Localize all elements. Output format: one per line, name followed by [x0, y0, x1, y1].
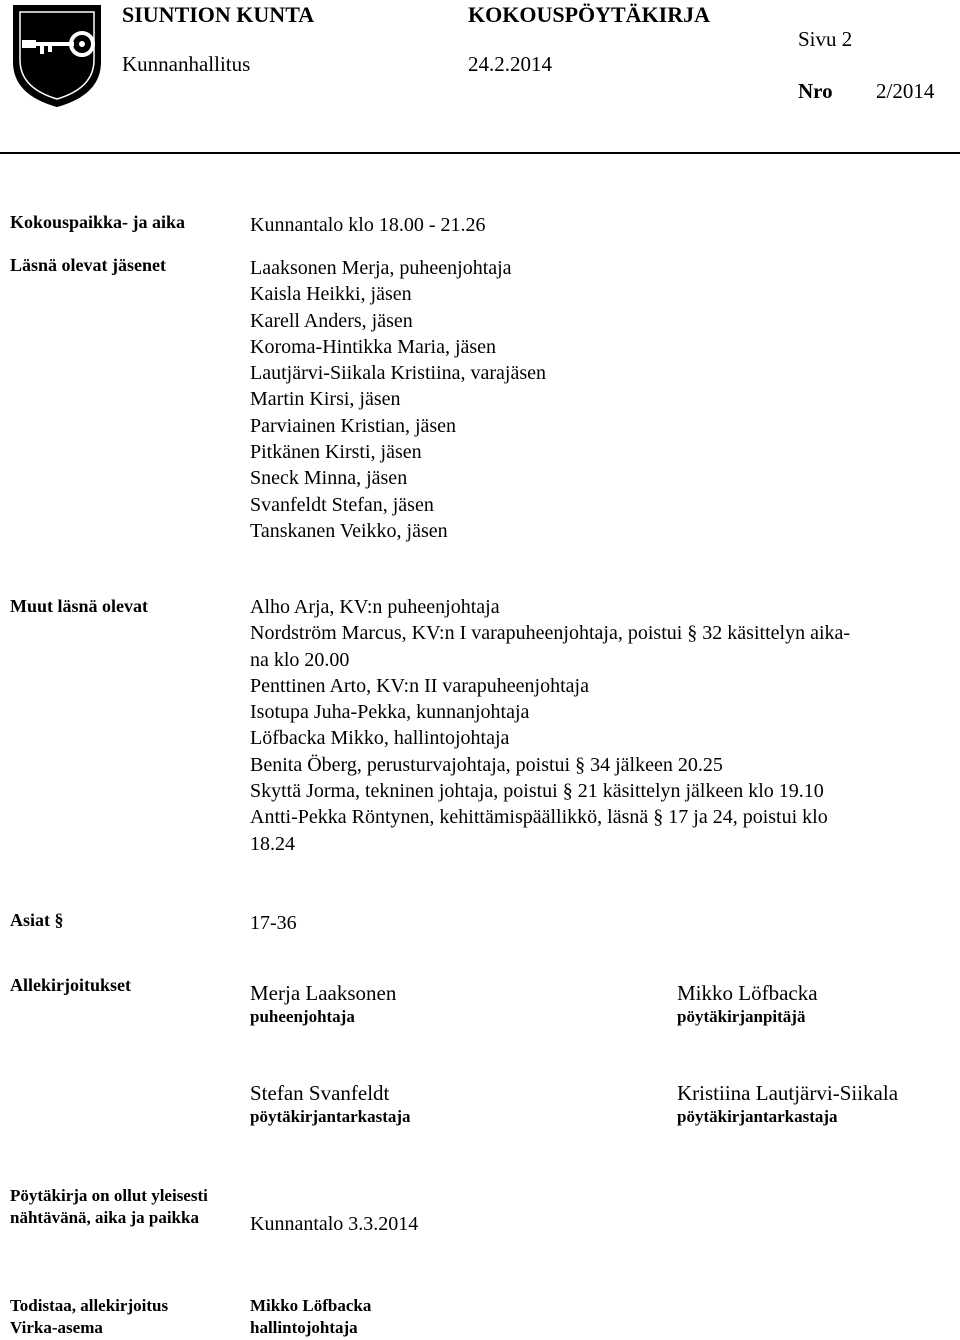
items-value: 17-36 [250, 912, 297, 934]
list-item: Laaksonen Merja, puheenjohtaja [250, 257, 512, 279]
certification-label-line1: Todistaa, allekirjoitus [10, 1296, 169, 1315]
chair-role: puheenjohtaja [250, 1007, 355, 1026]
chair-name: Merja Laaksonen [250, 981, 397, 1005]
others-list [250, 594, 850, 857]
list-item: Martin Kirsi, jäsen [250, 388, 401, 411]
list-item: Benita Öberg, perusturvajohtaja, poistui § 34 jälkeen 20.25 [250, 753, 723, 776]
list-item: Sneck Minna, jäsen [250, 467, 408, 490]
items-label: Asiat § [10, 910, 64, 930]
list-item: 18.24 [250, 832, 295, 855]
checker2-name: Kristiina Lautjärvi-Siikala [677, 1081, 899, 1105]
list-item: Svanfeldt Stefan, jäsen [250, 493, 434, 516]
secretary-name: Mikko Löfbacka [677, 981, 818, 1005]
list-item: Karell Anders, jäsen [250, 309, 413, 332]
list-item: Antti-Pekka Röntynen, kehittämispäällikkö, läsnä § 17 ja 24, poistui klo [250, 806, 828, 829]
checker2-role: pöytäkirjantarkastaja [677, 1107, 838, 1126]
list-item: Nordström Marcus, KV:n I varapuheenjohtaja, poistui § 32 käsittelyn aika- [250, 622, 851, 645]
checker1-name: Stefan Svanfeldt [250, 1081, 390, 1105]
certification-label-line2: Virka-asema [10, 1318, 103, 1337]
certification-name: Mikko Löfbacka [250, 1296, 372, 1315]
list-item: Lautjärvi-Siikala Kristiina, varajäsen [250, 362, 547, 385]
meeting-date: 24.2.2014 [468, 52, 552, 76]
others-label: Muut läsnä olevat [10, 596, 149, 616]
list-item: Löfbacka Mikko, hallintojohtaja [250, 727, 510, 750]
nro-value: 2/2014 [876, 79, 935, 103]
document-type: KOKOUSPÖYTÄKIRJA [468, 2, 711, 27]
public-display-value: Kunnantalo 3.3.2014 [250, 1213, 419, 1235]
list-item: Tanskanen Veikko, jäsen [250, 519, 448, 542]
meeting-place-value: Kunnantalo klo 18.00 - 21.26 [250, 214, 486, 236]
members-label: Läsnä olevat jäsenet [10, 255, 166, 275]
list-item: Koroma-Hintikka Maria, jäsen [250, 335, 497, 358]
certification-title: hallintojohtaja [250, 1318, 358, 1337]
page-number: Sivu 2 [798, 27, 853, 51]
checker1-role: pöytäkirjantarkastaja [250, 1107, 411, 1126]
municipal-key-crest-icon [10, 2, 104, 110]
public-display-label-line2: nähtävänä, aika ja paikka [10, 1208, 199, 1227]
list-item: Kaisla Heikki, jäsen [250, 283, 412, 306]
public-display-label-line1: Pöytäkirja on ollut yleisesti [10, 1186, 208, 1205]
governing-body: Kunnanhallitus [122, 52, 251, 76]
nro-label: Nro [798, 79, 833, 103]
meeting-place-label: Kokouspaikka- ja aika [10, 212, 186, 232]
municipality-name: SIUNTION KUNTA [122, 2, 315, 27]
list-item: na klo 20.00 [250, 648, 350, 671]
list-item: Skyttä Jorma, tekninen johtaja, poistui § 21 käsittelyn jälkeen klo 19.10 [250, 780, 824, 803]
list-item: Parviainen Kristian, jäsen [250, 414, 457, 437]
signatures-label: Allekirjoitukset [10, 975, 131, 995]
secretary-role: pöytäkirjanpitäjä [677, 1007, 806, 1026]
header-divider [0, 152, 960, 154]
members-list [250, 255, 546, 544]
list-item: Pitkänen Kirsti, jäsen [250, 441, 422, 464]
list-item: Alho Arja, KV:n puheenjohtaja [250, 596, 500, 618]
list-item: Isotupa Juha-Pekka, kunnanjohtaja [250, 701, 530, 724]
list-item: Penttinen Arto, KV:n II varapuheenjohtaja [250, 674, 589, 697]
